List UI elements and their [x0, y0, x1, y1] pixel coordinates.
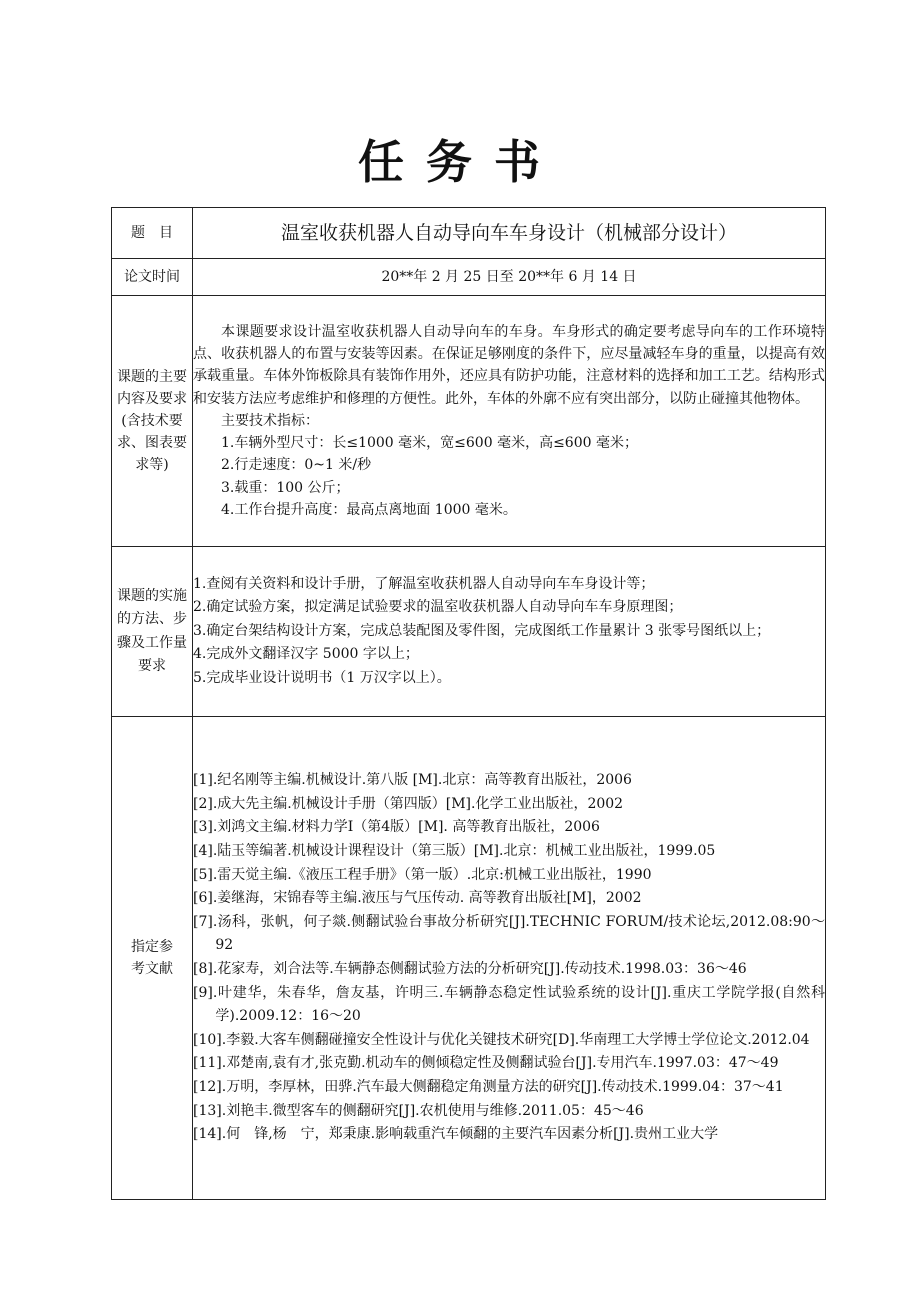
method-item: 4.完成外文翻译汉字 5000 字以上；: [193, 646, 419, 663]
content-body: [193, 296, 826, 547]
table-row-methods: [112, 547, 826, 717]
content-intro: 本课题要求设计温室收获机器人自动导向车的车身。车身形式的确定要考虑导向车的工作环境特点、收获机器人的布置与安装等因素。在保证足够刚度的条件下，应尽量减轻车身的重量，以提高有效承载重量。车体外饰板除具有装饰作用外，还应具有防护功能，注意材料的选择和加工工艺。结构形式和安装方法应考虑维护和修理的方便性。此外，车体的外廓不应有突出部分，以防止碰撞其他物体。: [193, 323, 825, 407]
reference-item: [8].花家寿，刘合法等.车辆静态侧翻试验方法的分析研究[J].传动技术.1998.03：36～46: [193, 961, 747, 977]
methods-label: 课题的实施的方法、步骤及工作量要求: [112, 547, 193, 717]
references-label: 指定参考文献: [112, 717, 193, 1200]
references-body: [193, 717, 826, 1200]
topic-value: 温室收获机器人自动导向车车身设计（机械部分设计）: [193, 208, 826, 259]
method-item: 5.完成毕业设计说明书（1 万汉字以上）。: [193, 669, 451, 686]
page-title: 任务书: [358, 135, 562, 189]
topic-label: 题 目: [112, 208, 193, 259]
spec-item: 4.工作台提升高度：最高点离地面 1000 毫米。: [221, 502, 517, 519]
reference-item: [4].陆玉等编著.机械设计课程设计（第三版）[M].北京：机械工业出版社，1999.05: [193, 843, 716, 860]
table-row-time: [112, 259, 826, 296]
spec-item: 1.车辆外型尺寸：长≤1000 毫米，宽≤600 毫米，高≤600 毫米；: [221, 435, 638, 452]
time-value: 20**年 2 月 25 日至 20**年 6 月 14 日: [193, 259, 826, 296]
table-row-content: [112, 296, 826, 547]
reference-item: [12].万明，李厚林，田骅.汽车最大侧翻稳定角测量方法的研究[J].传动技术.1999.04：37～41: [193, 1078, 784, 1095]
content-label: 课题的主要内容及要求(含技术要求、图表要求等): [112, 296, 193, 547]
methods-body: [193, 547, 826, 717]
reference-item: [13].刘艳丰.微型客车的侧翻研究[J].农机使用与维修.2011.05：45～46: [193, 1102, 644, 1119]
task-table: [111, 207, 826, 1200]
table-row-topic: [112, 208, 826, 259]
reference-item: [1].纪名刚等主编.机械设计.第八版 [M].北京：高等教育出版社，2006: [193, 772, 632, 789]
reference-item: [2].成大先主编.机械设计手册（第四版）[M].化学工业出版社，2002: [193, 795, 624, 812]
table-row-references: [112, 717, 826, 1200]
reference-item: [3].刘鸿文主编.材料力学I（第4版）[M]. 高等教育出版社，2006: [193, 819, 600, 836]
spec-item: 3.载重：100 公斤；: [221, 479, 350, 496]
method-item: 2.确定试验方案，拟定满足试验要求的温室收获机器人自动导向车车身原理图；: [193, 599, 683, 616]
spec-item: 2.行走速度：0~1 米/秒: [221, 457, 372, 474]
reference-item: [9].叶建华，朱春华，詹友基，许明三.车辆静态稳定性试验系统的设计[J].重庆工学院学报(自然科学).2009.12：16～20: [193, 984, 825, 1025]
reference-item: [5].雷天觉主编.《液压工程手册》（第一版）.北京:机械工业出版社，1990: [193, 866, 652, 883]
time-label: 论文时间: [112, 259, 193, 296]
reference-item: [7].汤科，张帆，何子燚.侧翻试验台事故分析研究[J].TECHNIC FORUM/技术论坛,2012.08:90～92: [193, 913, 825, 954]
spec-title: 主要技术指标：: [221, 412, 319, 429]
method-item: 3.确定台架结构设计方案，完成总装配图及零件图，完成图纸工作量累计 3 张零号图纸以上；: [193, 622, 771, 639]
method-item: 1.查阅有关资料和设计手册，了解温室收获机器人自动导向车车身设计等；: [193, 575, 655, 592]
reference-item: [14].何 锋,杨 宁，郑秉康.影响载重汽车倾翻的主要汽车因素分析[J].贵州工业大学: [193, 1126, 719, 1143]
reference-item: [6].姜继海，宋锦春等主编.液压与气压传动. 高等教育出版社[M]，2002: [193, 890, 642, 907]
reference-item: [10].李毅.大客车侧翻碰撞安全性设计与优化关键技术研究[D].华南理工大学博士学位论文.2012.04: [193, 1031, 810, 1048]
reference-item: [11].邓楚南,袁有才,张克勤.机动车的侧倾稳定性及侧翻试验台[J].专用汽车.1997.03：47～49: [193, 1055, 779, 1072]
